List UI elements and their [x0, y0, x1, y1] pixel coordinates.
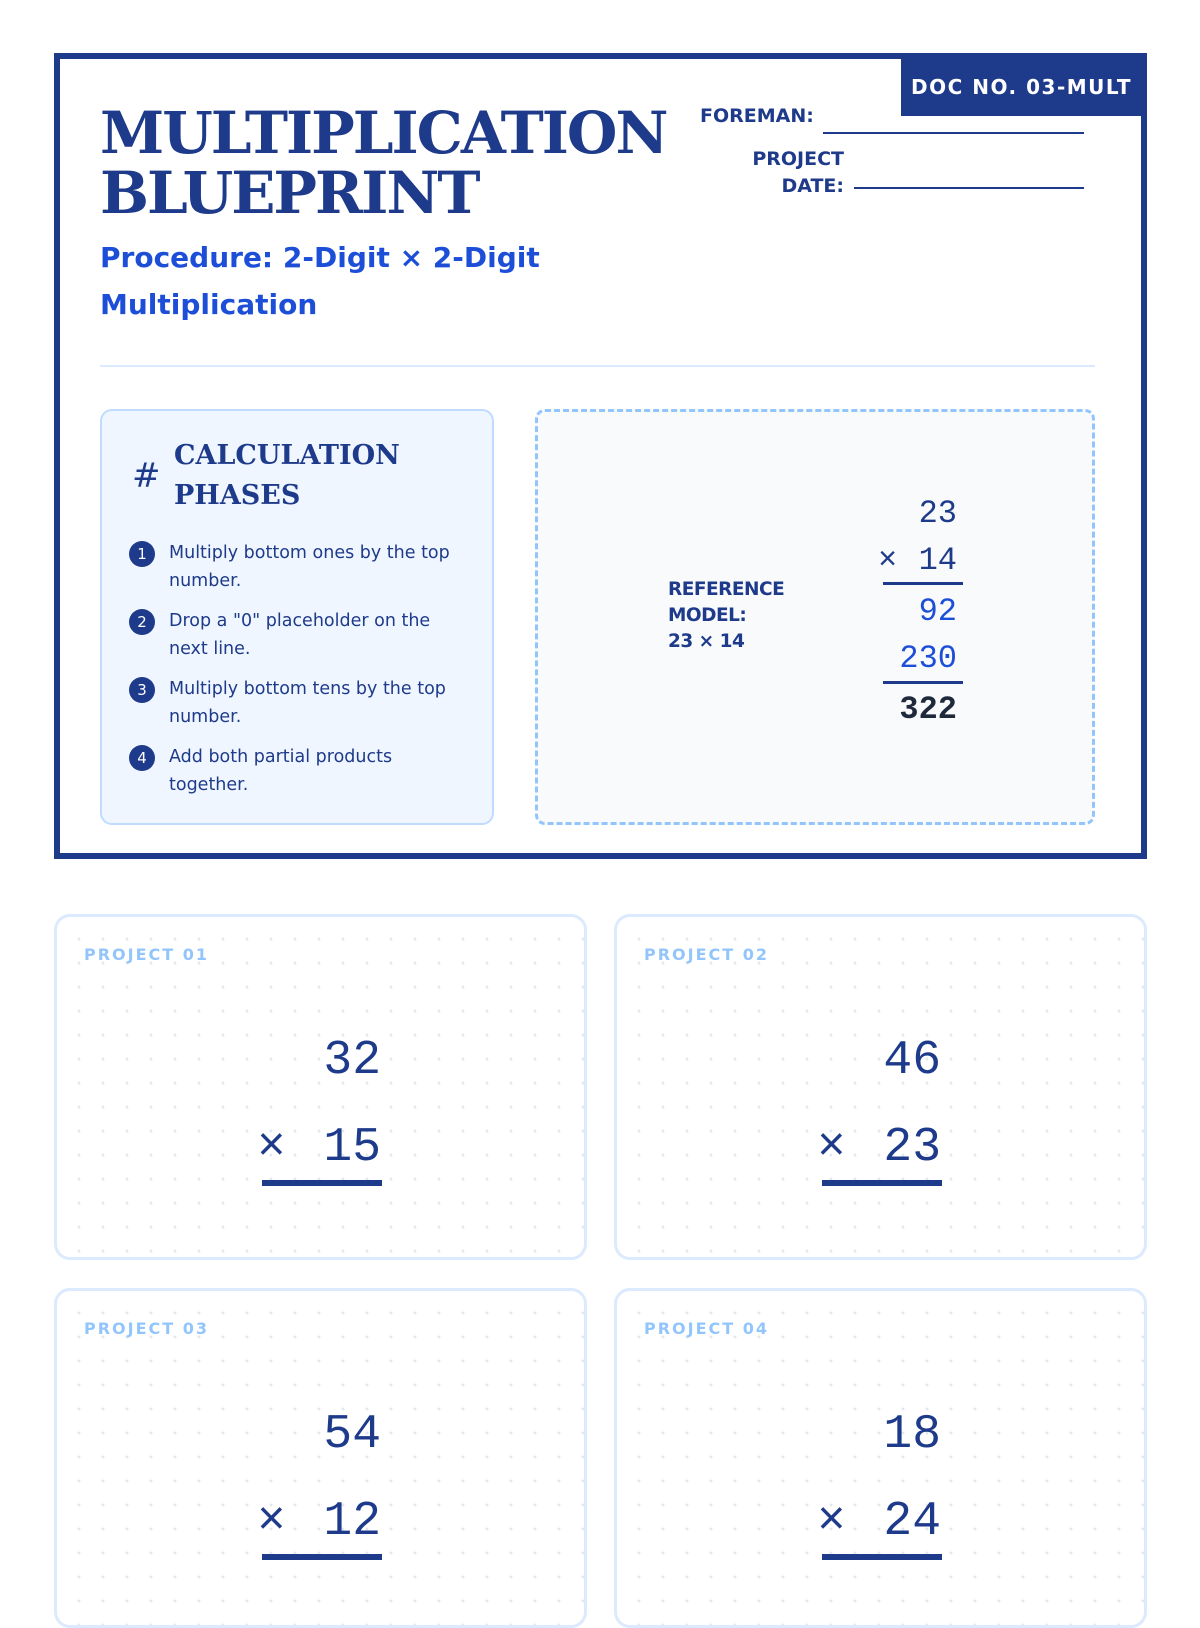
project-label: PROJECT 02 — [644, 945, 770, 964]
project-label: PROJECT 04 — [644, 1319, 770, 1338]
reference-partial-2: 230 — [899, 640, 957, 677]
step-text: Multiply bottom tens by the top number. — [169, 679, 446, 727]
project-bottom-number: 23 — [883, 1121, 941, 1175]
reference-bottom-number: 14 — [918, 542, 957, 579]
answer-rule — [262, 1554, 382, 1560]
step-text: Add both partial products together. — [169, 747, 393, 795]
project-bottom-number: 24 — [883, 1495, 941, 1549]
step-number-badge: 4 — [129, 745, 155, 771]
project-bottom-number: 12 — [323, 1495, 381, 1549]
reference-rule — [883, 681, 963, 684]
project-top-number: 18 — [883, 1408, 941, 1462]
header-divider — [100, 365, 1095, 367]
reference-top-number: 23 — [918, 495, 957, 532]
project-date-label-line1: PROJECT — [752, 148, 844, 170]
project-date-label — [744, 146, 844, 200]
procedure-subtitle: Procedure: 2-Digit × 2-Digit Multiplication — [100, 241, 540, 321]
project-top-number: 46 — [883, 1034, 941, 1088]
project-label: PROJECT 01 — [84, 945, 210, 964]
reference-label-line1: REFERENCE — [668, 579, 785, 600]
step-number-badge: 1 — [129, 541, 155, 567]
foreman-label: FOREMAN: — [700, 105, 814, 127]
answer-rule — [262, 1180, 382, 1186]
project-bottom-number: 15 — [323, 1121, 381, 1175]
step-text: Multiply bottom ones by the top number. — [169, 543, 450, 591]
project-label: PROJECT 03 — [84, 1319, 210, 1338]
answer-rule — [822, 1180, 942, 1186]
project-operator: × — [817, 1495, 846, 1549]
reference-label — [668, 577, 784, 655]
project-top-number: 32 — [323, 1034, 381, 1088]
reference-label-line3: 23 × 14 — [668, 631, 745, 652]
reference-operator: × — [878, 542, 898, 579]
project-operator: × — [257, 1121, 286, 1175]
foreman-field[interactable] — [823, 132, 1084, 134]
title-line-2: BLUEPRINT — [100, 159, 479, 227]
project-date-field[interactable] — [854, 187, 1084, 189]
step-number-badge: 2 — [129, 609, 155, 635]
phases-title: CALCULATION PHASES — [174, 440, 400, 511]
reference-model-panel — [535, 409, 1095, 825]
project-top-number: 54 — [323, 1408, 381, 1462]
reference-answer: 322 — [899, 691, 957, 728]
project-card-02 — [614, 914, 1147, 1260]
step-text: Drop a "0" placeholder on the next line. — [169, 611, 431, 659]
reference-partial-1: 92 — [918, 593, 957, 630]
doc-number-badge: DOC NO. 03-MULT — [901, 58, 1142, 116]
hash-icon: # — [132, 456, 161, 496]
reference-rule — [883, 582, 963, 585]
title-line-1: MULTIPLICATION — [100, 99, 667, 167]
project-operator: × — [257, 1495, 286, 1549]
reference-label-line2: MODEL: — [668, 605, 747, 626]
step-number-badge: 3 — [129, 677, 155, 703]
project-card-01 — [54, 914, 587, 1260]
project-card-03 — [54, 1288, 587, 1628]
answer-rule — [822, 1554, 942, 1560]
project-date-label-line2: DATE: — [781, 175, 844, 197]
page-title — [100, 99, 667, 227]
project-operator: × — [817, 1121, 846, 1175]
blueprint-sheet — [54, 53, 1147, 859]
project-card-04 — [614, 1288, 1147, 1628]
calculation-phases-panel — [100, 409, 494, 825]
